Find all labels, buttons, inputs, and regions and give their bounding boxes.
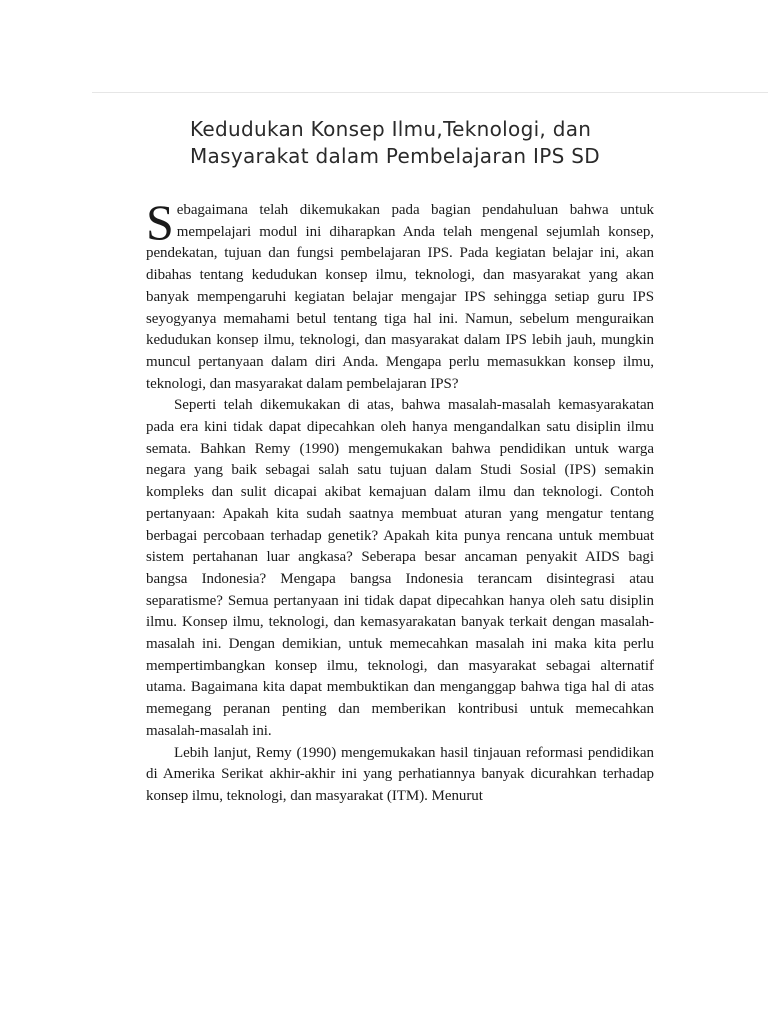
- page-title-line-1: Kedudukan Konsep Ilmu,Teknologi, dan: [190, 117, 592, 141]
- document-body: [146, 194, 654, 808]
- page-top-divider: [92, 92, 768, 93]
- page-title-line-2: Masyarakat dalam Pembelajaran IPS SD: [190, 144, 600, 168]
- drop-cap-letter: S: [146, 194, 174, 250]
- paragraph-1: [146, 194, 654, 395]
- paragraph-1-text: ebagaimana telah dikemukakan pada bagian pendahuluan bahwa untuk mempelajari modul ini diharapkan Anda telah mengenal sejumlah konsep, pendekatan, tujuan dan fungsi pembelajaran IPS. Pada kegiatan belajar ini, akan dibahas tentang kedudukan konsep ilmu, teknologi, dan masyarakat yang akan banyak mempengaruhi kegiatan belajar mengajar IPS sehingga setiap guru IPS seyogyanya memahami betul tentang tiga hal ini. Namun, sebelum menguraikan kedudukan konsep ilmu, teknologi, dan masyarakat dalam IPS lebih jauh, mungkin muncul pertanyaan dalam diri Anda. Mengapa perlu memasukkan konsep ilmu, teknologi, dan masyarakat dalam pembelajaran IPS?: [146, 202, 654, 392]
- paragraph-3: Lebih lanjut, Remy (1990) mengemukakan hasil tinjauan reformasi pendidikan di Amerika Serikat akhir-akhir ini yang perhatiannya banyak dicurahkan terhadap konsep ilmu, teknologi, dan masyarakat (ITM). Menurut: [146, 744, 654, 804]
- page-title: [190, 116, 710, 170]
- paragraph-2: Seperti telah dikemukakan di atas, bahwa masalah-masalah kemasyarakatan pada era kini tidak dapat dipecahkan oleh hanya mengandalkan satu disiplin ilmu semata. Bahkan Remy (1990) mengemukakan bahwa pendidikan untuk warga negara yang baik sebagai salah satu tujuan dalam Studi Sosial (IPS) semakin kompleks dan sulit dicapai akibat kemajuan dalam ilmu dan teknologi. Contoh pertanyaan: Apakah kita sudah saatnya membuat aturan yang mengatur tentang berbagai percobaan terhadap genetik? Apakah kita punya rencana untuk membuat sistem pertahanan luar angkasa? Seberapa besar ancaman penyakit AIDS bagi bangsa Indonesia? Mengapa bangsa Indonesia terancam disintegrasi atau separatisme? Semua pertanyaan ini tidak dapat dipecahkan hanya oleh satu disiplin ilmu. Konsep ilmu, teknologi, dan kemasyarakatan banyak terkait dengan masalah-masalah ini. Dengan demikian, untuk memecahkan masalah ini maka kita perlu mempertimbangkan konsep ilmu, teknologi, dan masyarakat sebagai alternatif utama. Bagaimana kita dapat membuktikan dan menganggap bahwa tiga hal di atas memegang peranan penting dan memberikan kontribusi untuk memecahkan masalah-masalah ini.: [146, 397, 654, 739]
